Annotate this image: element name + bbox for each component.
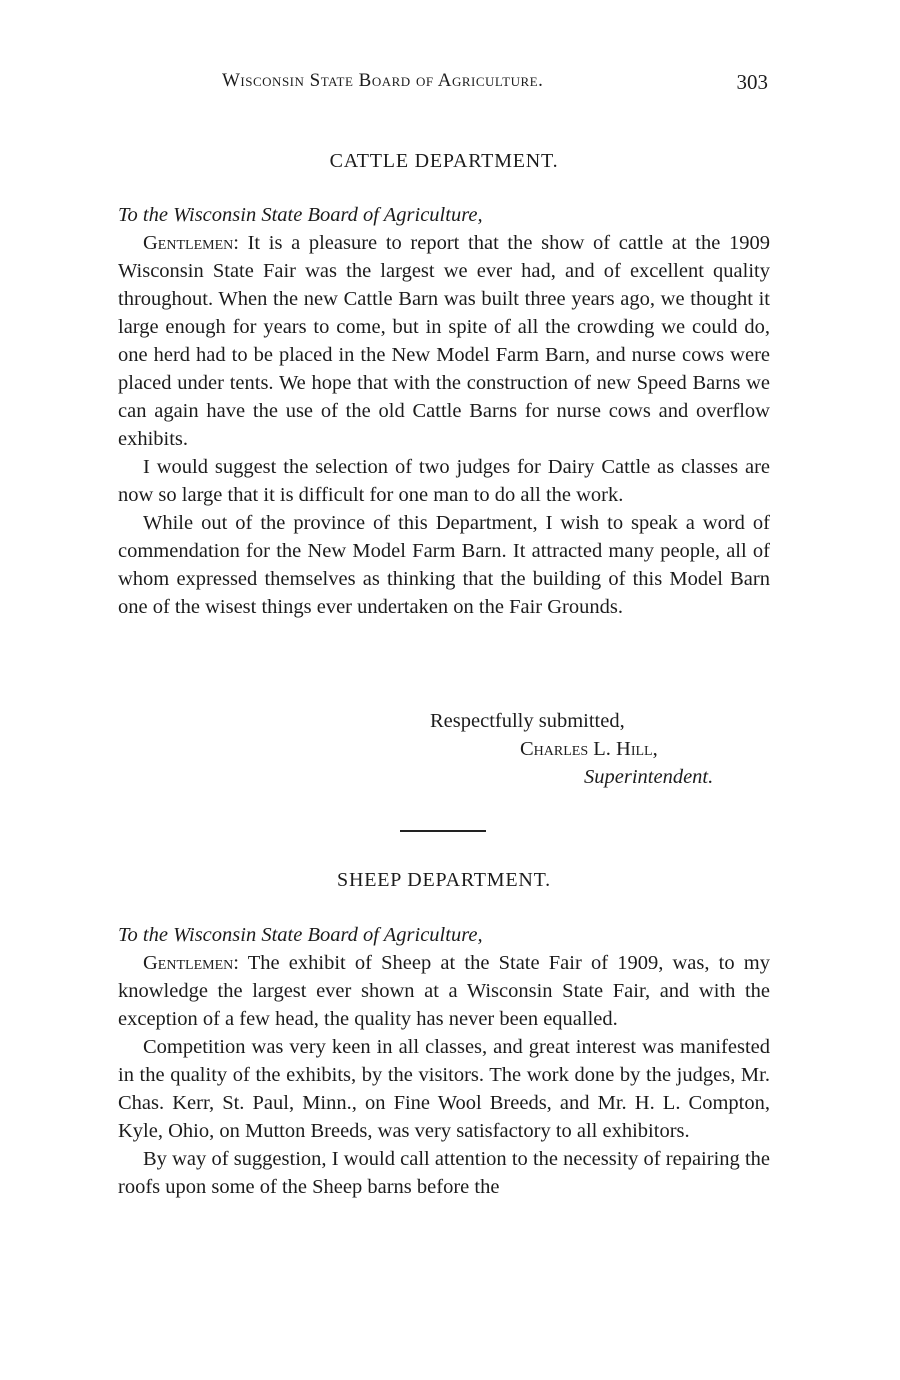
cattle-paragraph-2: I would suggest the selection of two judges for Dairy Cattle as classes are now so large that it is difficult for one man to do all the work.: [118, 456, 770, 506]
running-header: [118, 70, 770, 100]
page-number: 303: [736, 70, 768, 94]
cattle-gentlemen: Gentlemen:: [143, 232, 239, 254]
cattle-salutation: To the Wisconsin State Board of Agriculture,: [118, 204, 483, 226]
section-divider: [400, 830, 486, 832]
closing-line: Respectfully submitted,: [430, 710, 625, 732]
signer-name: Charles L. Hill,: [520, 738, 658, 760]
cattle-paragraph-1-text: It is a pleasure to report that the show of cattle at the 1909 Wisconsin State Fair was the largest we ever had, and of excellent quality throughout. When the new Cattle Barn was built three years ago, we thought it large enough for years to come, but in spite of all the crowding we could do, one herd had to be placed in the New Model Farm Barn, and nurse cows were placed under tents. We hope that with the construction of new Speed Barns we can again have the use of the old Cattle Barns for nurse cows and overflow exhibits.: [118, 232, 770, 450]
sheep-paragraph-2: Competition was very keen in all classes, and great interest was manifested in the quality of the exhibits, by the visitors. The work done by the judges, Mr. Chas. Kerr, St. Paul, Minn., on Fine Wool Breeds, and Mr. H. L. Compton, Kyle, Ohio, on Mutton Breeds, was very satisfactory to all exhibitors.: [118, 1036, 770, 1142]
cattle-department-heading: CATTLE DEPARTMENT.: [329, 150, 559, 172]
sheep-paragraph-1: [118, 949, 770, 1033]
signer-title: Superintendent.: [584, 766, 714, 788]
sheep-paragraph-3: By way of suggestion, I would call attention to the necessity of repairing the roofs upon some of the Sheep barns before the: [118, 1148, 770, 1198]
sheep-department-heading: SHEEP DEPARTMENT.: [337, 869, 551, 891]
running-title: Wisconsin State Board of Agriculture.: [222, 70, 544, 91]
cattle-report-body: [118, 201, 770, 621]
sheep-report-body: [118, 921, 770, 1201]
cattle-paragraph-3: While out of the province of this Department, I wish to speak a word of commendation for the New Model Farm Barn. It attracted many people, all of whom expressed themselves as thinking that the building of this Model Barn one of the wisest things ever undertaken on the Fair Grounds.: [118, 512, 770, 618]
sheep-gentlemen: Gentlemen:: [143, 952, 239, 974]
sheep-salutation: To the Wisconsin State Board of Agriculture,: [118, 924, 483, 946]
cattle-paragraph-1: [118, 229, 770, 453]
sheep-paragraph-1-text: The exhibit of Sheep at the State Fair of 1909, was, to my knowledge the largest ever shown at a Wisconsin State Fair, and with the exception of a few head, the quality has never been equalled.: [118, 952, 770, 1030]
